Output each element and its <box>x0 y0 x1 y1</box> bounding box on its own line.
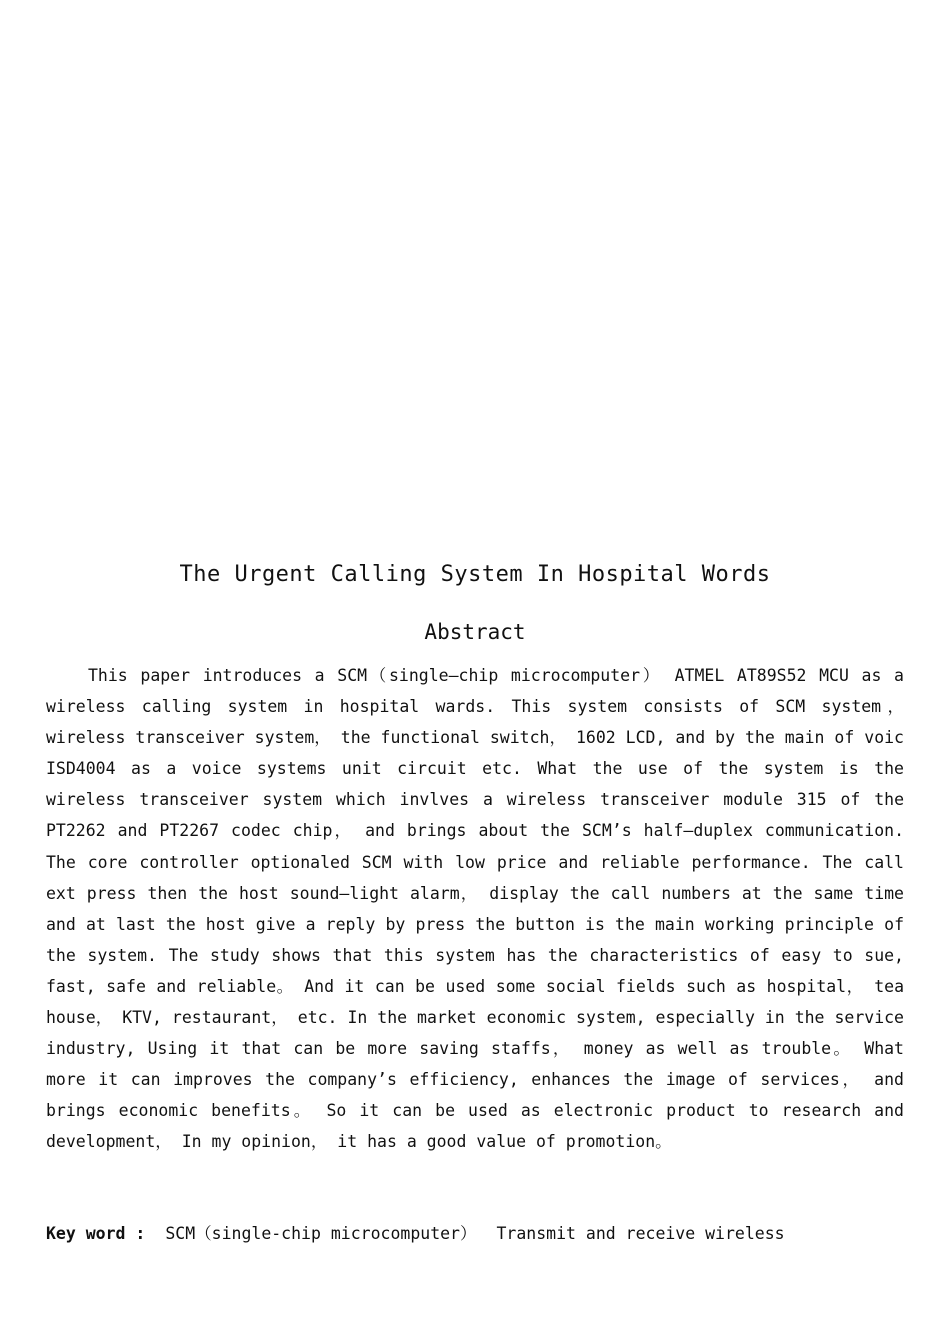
abstract-body: This paper introduces a SCM（single—chip microcomputer） ATMEL AT89S52 MCU as a wireless calling system in hospital wards. This system consists of SCM system， wireless transceiver system， the functional switch， 1602 LCD, and by the main of voic ISD4004 as a voice systems unit circuit etc. What the use of the system is the wireless transceiver system which invlves a wireless transceiver module 315 of the PT2262 and PT2267 codec chip， and brings about the SCM’s half—duplex communication. The core controller optionaled SCM with low price and reliable performance. The call ext press then the host sound—light alarm， display the call numbers at the same time and at last the host give a reply by press the button is the main working principle of the system. The study shows that this system has the characteristics of easy to sue, fast, safe and reliable。 And it can be used some social fields such as hospital， tea house， KTV, restaurant， etc. In the market economic system, especially in the service industry, Using it that can be more saving staffs， money as well as trouble。 What more it can improves the company’s efficiency, enhances the image of services， and brings economic benefits。 So it can be used as electronic product to research and development， In my opinion， it has a good value of promotion。 <box>46 666 904 1152</box>
keyword-item: Transmit and receive wireless <box>496 1224 785 1243</box>
abstract-heading: Abstract <box>424 620 526 644</box>
keywords-line <box>46 1219 904 1249</box>
keyword-item: SCM（single-chip microcomputer） <box>165 1224 477 1243</box>
paper-title: The Urgent Calling System In Hospital Words <box>179 562 771 587</box>
keywords-label: Key word : <box>46 1224 146 1243</box>
